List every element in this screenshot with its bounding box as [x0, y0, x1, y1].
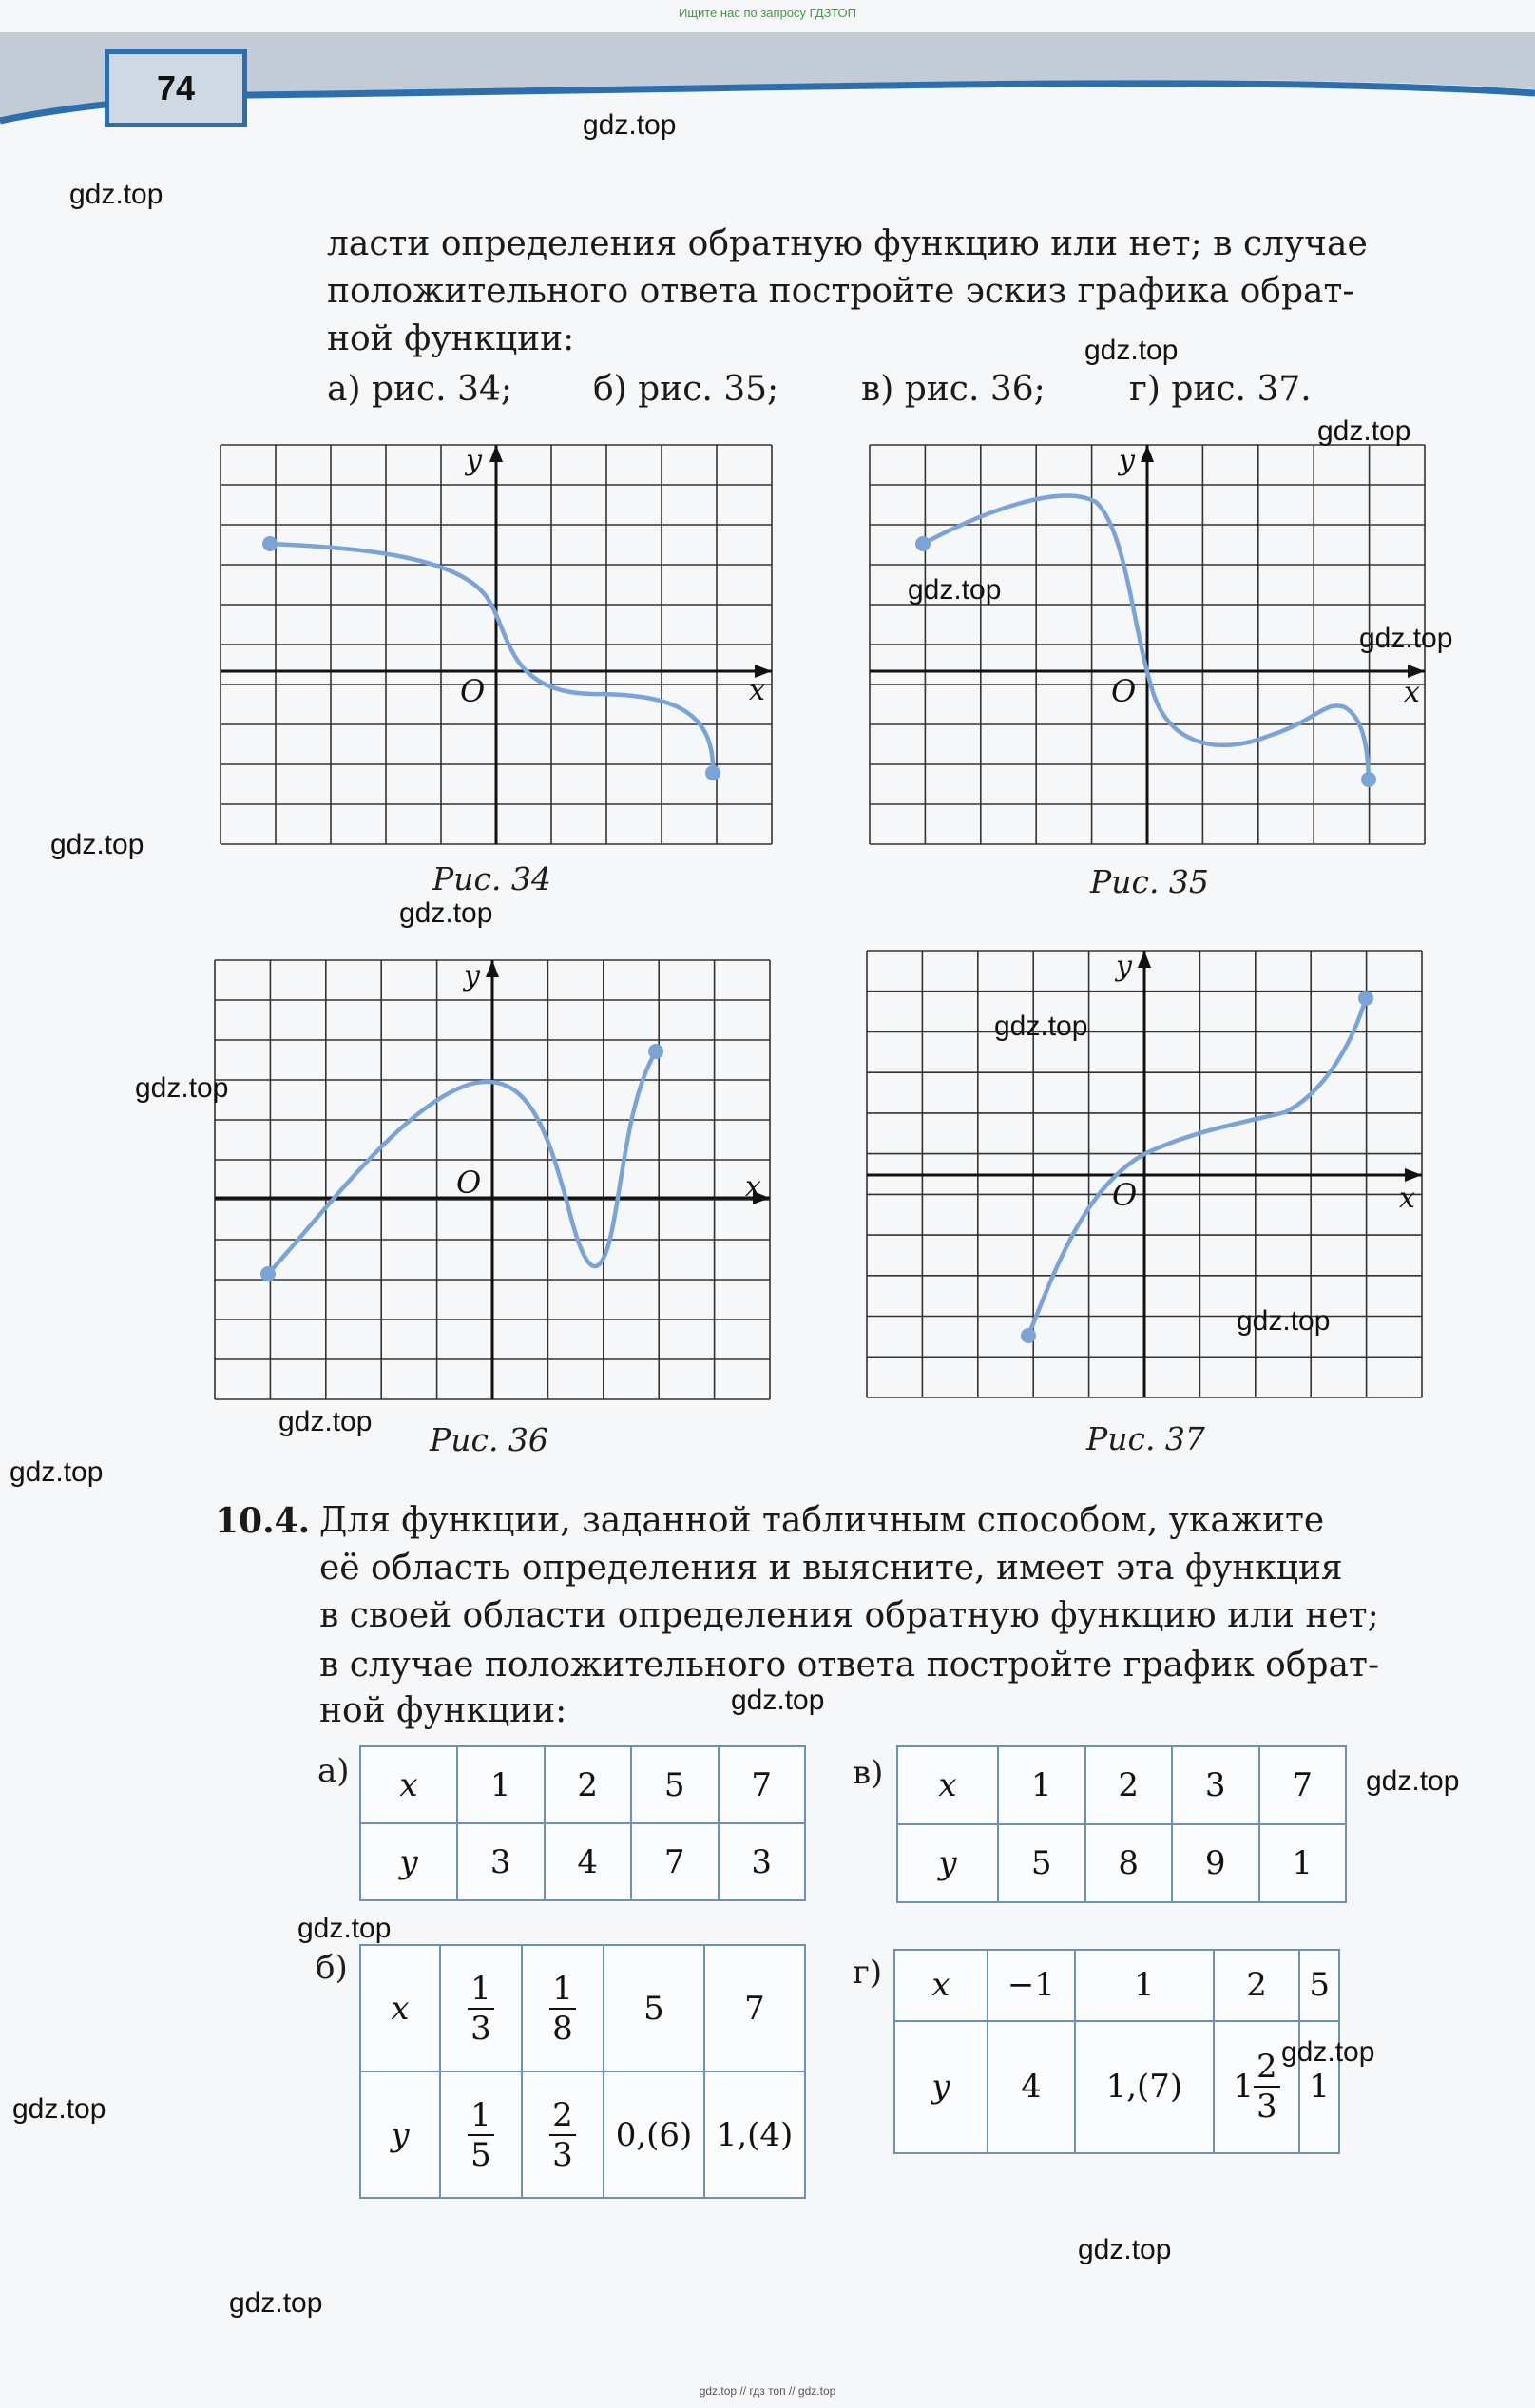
intro-line-3: ной функции:: [327, 319, 575, 358]
table-cell: 7: [631, 1823, 719, 1900]
curve-endpoint-start: [1021, 1328, 1036, 1343]
table-row: [360, 2071, 805, 2198]
figure-34: [221, 445, 772, 844]
table-a-label: а): [317, 1752, 350, 1790]
x-header: x: [897, 1746, 998, 1824]
x-axis-arrow: [1405, 1168, 1422, 1182]
exercise-line-5: ной функции:: [319, 1691, 567, 1730]
watermark: gdz.top: [50, 829, 144, 860]
y-axis-arrow: [489, 445, 503, 462]
graph-37: [867, 951, 1422, 1397]
caption-34: Рис. 34: [432, 860, 551, 897]
denominator: 5: [470, 2135, 491, 2174]
whole-part: 1: [1233, 2068, 1255, 2107]
graph-34: [221, 445, 772, 844]
fraction: [468, 1969, 494, 2048]
page-number: 74: [105, 49, 247, 127]
curve-endpoint-end: [1361, 772, 1376, 787]
table-cell: 4: [545, 1823, 632, 1900]
fraction: [1254, 2048, 1280, 2127]
x-axis-label: x: [1399, 1182, 1415, 1215]
y-axis-label: y: [1116, 950, 1132, 983]
denominator: 3: [470, 2009, 491, 2048]
y-axis-label: y: [464, 959, 480, 992]
exercise-line-3: в своей области определения обратную функцию или нет;: [319, 1596, 1379, 1635]
numerator: 1: [468, 2099, 494, 2136]
watermark: gdz.top: [135, 1072, 229, 1104]
table-v: [896, 1745, 1347, 1903]
table-row: [360, 1746, 805, 1823]
y-axis-arrow: [1138, 951, 1151, 968]
table-cell: 1: [457, 1746, 545, 1823]
curve-endpoint-end: [1358, 991, 1373, 1006]
watermark: gdz.top: [1078, 2234, 1172, 2265]
exercise-line-4: в случае положительного ответа постройте график обрат-: [319, 1646, 1380, 1685]
watermark: gdz.top: [731, 1685, 825, 1716]
watermark: gdz.top: [278, 1406, 373, 1437]
curve-endpoint-start: [915, 536, 931, 551]
figure-37: [867, 951, 1422, 1397]
y-axis-arrow: [486, 960, 499, 977]
table-cell: [522, 2071, 604, 2198]
watermark: gdz.top: [10, 1456, 104, 1488]
table-cell: 2: [545, 1746, 632, 1823]
y-axis-label: y: [1119, 444, 1135, 477]
curve-endpoint-start: [260, 1266, 276, 1281]
option-a: а) рис. 34;: [327, 370, 512, 409]
table-cell: 4: [988, 2021, 1075, 2153]
exercise-line-2: её область определения и выясните, имеет эта функция: [319, 1549, 1343, 1588]
table-cell: 1,(7): [1075, 2021, 1214, 2153]
top-search-note: Ищите нас по запросу ГДЗТОП: [678, 6, 856, 20]
bottom-note: gdz.top // гдз топ // gdz.top: [699, 2384, 836, 2398]
table-cell: 1: [1299, 2021, 1339, 2153]
curve-endpoint-end: [648, 1044, 663, 1059]
table-row: [894, 1950, 1339, 2021]
figure-35: [870, 445, 1425, 844]
y-header: y: [360, 2071, 440, 2198]
numerator: 2: [1254, 2051, 1280, 2088]
denominator: 3: [552, 2135, 573, 2174]
table-cell: 9: [1172, 1824, 1259, 1902]
fraction: [549, 2095, 576, 2174]
table-cell: 1: [1075, 1950, 1214, 2021]
watermark: gdz.top: [1237, 1305, 1331, 1337]
table-row: [897, 1824, 1346, 1902]
caption-36: Рис. 36: [430, 1421, 548, 1458]
denominator: 8: [552, 2009, 573, 2048]
watermark: gdz.top: [297, 1913, 392, 1944]
table-a: [359, 1745, 806, 1901]
numerator: 1: [468, 1973, 494, 2010]
watermark: gdz.top: [1317, 415, 1411, 447]
fraction: [549, 1969, 576, 2048]
curve-endpoint-end: [705, 765, 720, 780]
table-cell: 0,(6): [604, 2071, 704, 2198]
option-v: в) рис. 36;: [861, 370, 1046, 409]
table-row: [360, 1823, 805, 1900]
table-cell: 3: [1172, 1746, 1259, 1824]
watermark: gdz.top: [908, 574, 1002, 606]
table-row: [360, 1945, 805, 2071]
table-cell: 5: [604, 1945, 704, 2071]
curve-endpoint-start: [262, 536, 278, 551]
exercise-number: 10.4.: [215, 1501, 311, 1541]
table-cell: 1: [998, 1746, 1085, 1824]
table-cell: 1,(4): [704, 2071, 805, 2198]
graph-36: [215, 960, 770, 1399]
table-v-label: в): [853, 1754, 884, 1792]
table-b: [359, 1944, 806, 2199]
table-cell: 5: [631, 1746, 719, 1823]
figure-36: [215, 960, 770, 1399]
watermark: gdz.top: [1084, 335, 1179, 366]
origin-label: O: [1111, 673, 1137, 709]
x-header: x: [894, 1950, 988, 2021]
table-cell: 3: [719, 1823, 806, 1900]
intro-line-1: ласти определения обратную функцию или нет; в случае: [327, 224, 1368, 263]
caption-35: Рис. 35: [1090, 863, 1209, 900]
watermark: gdz.top: [69, 179, 163, 210]
table-cell: 8: [1085, 1824, 1173, 1902]
y-header: y: [360, 1823, 457, 1900]
intro-line-2: положительного ответа постройте эскиз графика обрат-: [327, 272, 1354, 311]
watermark: gdz.top: [1359, 623, 1453, 654]
table-cell: [522, 1945, 604, 2071]
table-cell: 7: [1259, 1746, 1347, 1824]
table-cell: 3: [457, 1823, 545, 1900]
table-g-label: г): [853, 1954, 883, 1992]
x-header: x: [360, 1746, 457, 1823]
watermark: gdz.top: [1281, 2036, 1375, 2068]
y-axis-label: y: [466, 444, 482, 477]
table-cell: 2: [1214, 1950, 1300, 2021]
watermark: gdz.top: [399, 897, 493, 929]
table-cell: 5: [998, 1824, 1085, 1902]
exercise-line-1: Для функции, заданной табличным способом, укажите: [319, 1501, 1325, 1540]
origin-label: O: [1112, 1177, 1138, 1213]
x-axis-label: x: [1404, 676, 1420, 709]
table-row: [894, 2021, 1339, 2153]
watermark: gdz.top: [583, 109, 677, 141]
x-header: x: [360, 1945, 440, 2071]
table-cell: 5: [1299, 1950, 1339, 2021]
table-b-label: б): [316, 1949, 348, 1987]
graph-35: [870, 445, 1425, 844]
function-curve: [1028, 998, 1366, 1336]
numerator: 2: [549, 2099, 576, 2136]
x-axis-label: x: [745, 1170, 761, 1204]
watermark: gdz.top: [12, 2093, 106, 2125]
table-cell: 7: [719, 1746, 806, 1823]
table-cell: 7: [704, 1945, 805, 2071]
watermark: gdz.top: [229, 2287, 323, 2319]
option-b: б) рис. 35;: [593, 370, 779, 409]
caption-37: Рис. 37: [1086, 1420, 1205, 1457]
x-axis-label: x: [749, 674, 765, 707]
origin-label: O: [456, 1165, 482, 1201]
table-cell: −1: [988, 1950, 1075, 2021]
watermark: gdz.top: [1366, 1765, 1460, 1797]
function-curve: [270, 544, 713, 773]
table-cell: 1: [1259, 1824, 1347, 1902]
y-axis-arrow: [1141, 445, 1154, 462]
table-g: [893, 1949, 1340, 2154]
y-header: y: [897, 1824, 998, 1902]
numerator: 1: [549, 1973, 576, 2010]
watermark: gdz.top: [994, 1011, 1088, 1042]
table-cell: [440, 1945, 522, 2071]
table-cell: [440, 2071, 522, 2198]
denominator: 3: [1257, 2088, 1277, 2127]
origin-label: O: [460, 673, 486, 709]
fraction: [468, 2095, 494, 2174]
table-row: [897, 1746, 1346, 1824]
table-cell: 2: [1085, 1746, 1173, 1824]
option-g: г) рис. 37.: [1129, 370, 1312, 409]
y-header: y: [894, 2021, 988, 2153]
mixed-number: [1233, 2048, 1279, 2127]
